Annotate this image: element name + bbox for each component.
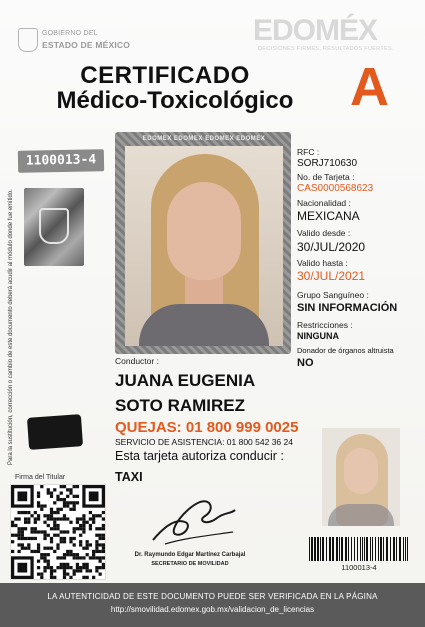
holder-signature-label: Firma del Titular — [15, 474, 66, 481]
valid-from-value: 30/JUL/2020 — [297, 240, 366, 254]
blood-type-label: Grupo Sanguíneo : — [297, 290, 369, 300]
category-letter: A — [350, 57, 389, 117]
assistance-phone: SERVICIO DE ASISTENCIA: 01 800 542 36 24 — [115, 437, 293, 447]
side-note: Para la sustitución, corrección o cambio de este documento deberá acudir al módulo donde fue emitido. — [8, 189, 14, 465]
holder-photo — [125, 146, 283, 346]
edomex-tagline: DECISIONES FIRMES, RESULTADOS FUERTES. — [258, 46, 394, 52]
secretary-role: SECRETARIO DE MOVILIDAD — [151, 561, 229, 567]
qr-code-icon — [10, 484, 106, 580]
holder-name-line1: JUANA EUGENIA — [115, 371, 256, 390]
barcode-number: 1100013-4 — [341, 563, 377, 572]
license-type: TAXI — [115, 470, 143, 484]
folio-badge: 1100013-4 — [18, 149, 104, 172]
donor-label: Donador de órganos altruista — [297, 346, 394, 355]
ghost-photo — [322, 428, 400, 526]
gov-line1: GOBIERNO DEL — [42, 30, 98, 37]
donor-value: NO — [297, 357, 314, 369]
hologram-seal-icon — [24, 188, 84, 266]
edomex-logo: EDOMÉX — [253, 14, 378, 47]
complaints-phone: QUEJAS: 01 800 999 0025 — [115, 419, 299, 436]
blood-type-value: SIN INFORMACIÓN — [297, 302, 398, 314]
rfc-value: SORJ710630 — [297, 158, 358, 169]
restrictions-label: Restricciones : — [297, 320, 353, 330]
nationality-value: MEXICANA — [297, 209, 360, 223]
nationality-label: Nacionalidad : — [297, 198, 351, 208]
photo-shirt — [139, 304, 269, 346]
restrictions-value: NINGUNA — [297, 331, 339, 341]
ghost-photo-shirt — [328, 504, 394, 526]
holder-name-line2: SOTO RAMIREZ — [115, 396, 246, 415]
footer-notice: LA AUTENTICIDAD DE ESTE DOCUMENTO PUEDE SER VERIFICADA EN LA PÁGINA — [47, 592, 378, 601]
secretary-signature-icon — [145, 488, 240, 548]
gov-line2: ESTADO DE MÉXICO — [42, 40, 131, 50]
conductor-label: Conductor : — [115, 356, 159, 366]
hologram-emblem-icon — [39, 208, 69, 244]
footer-url: http://smovilidad.edomex.gob.mx/validacion_de_licencias — [110, 605, 315, 614]
title-line1: CERTIFICADO — [80, 62, 250, 89]
authorization-text: Esta tarjeta autoriza conducir : — [115, 449, 284, 463]
state-emblem-icon — [18, 28, 38, 52]
valid-from-label: Valido desde : — [297, 228, 351, 238]
secretary-name: Dr. Raymundo Edgar Martínez Carbajal — [134, 552, 246, 558]
valid-to-value: 30/JUL/2021 — [297, 269, 366, 283]
barcode-icon — [308, 537, 410, 561]
photo-strip-label: EDOMEX EDOMEX EDOMEX EDOMEX — [142, 136, 266, 142]
photo-face — [167, 182, 241, 280]
ghost-photo-face — [344, 448, 378, 494]
redacted-signature-block — [27, 414, 83, 450]
card-number-label: No. de Tarjeta : — [297, 172, 355, 182]
title-line2: Médico-Toxicológico — [56, 87, 294, 114]
card-number-value: CAS0000568623 — [297, 183, 374, 194]
valid-to-label: Valido hasta : — [297, 258, 348, 268]
rfc-label: RFC : — [297, 147, 320, 157]
